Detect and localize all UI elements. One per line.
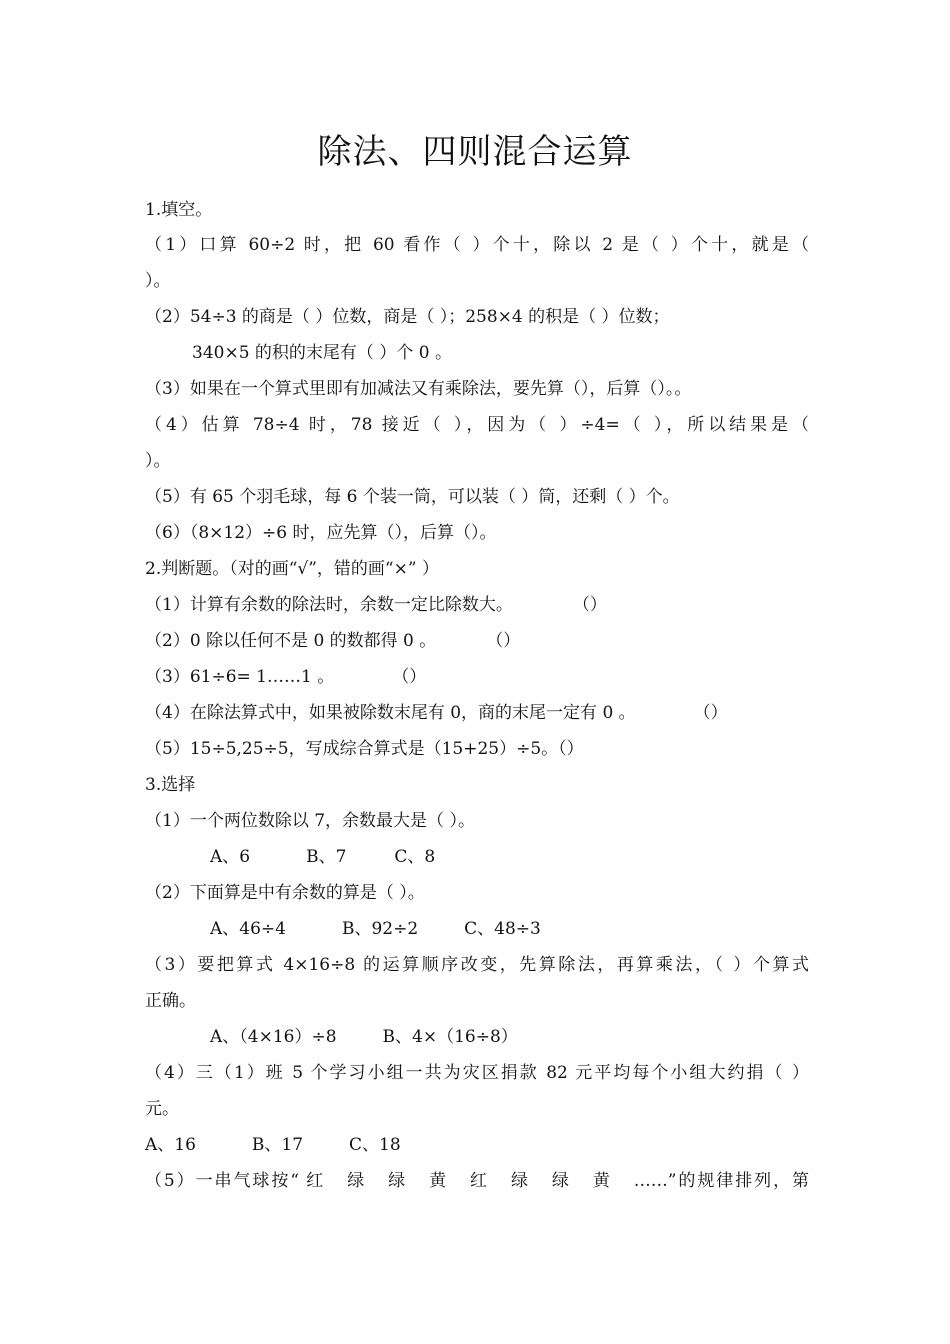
s2-question-2	[145, 628, 520, 654]
option-c: C、8	[394, 847, 436, 867]
s3-question-2-options	[210, 916, 541, 942]
section-1-heading: 1.填空。	[145, 200, 213, 220]
s1-question-5: （5）有 65 个羽毛球，每 6 个装一筒，可以装（ ）筒，还剩（ ）个。	[145, 487, 680, 507]
s3-question-1-options	[210, 844, 435, 870]
s2-question-3	[145, 664, 426, 690]
section-3-heading: 3.选择	[145, 775, 196, 795]
page-title: 除法、四则混合运算	[317, 132, 633, 172]
s3-question-4-continued: 元。	[145, 1099, 179, 1119]
option-c: C、18	[349, 1135, 401, 1155]
s1-question-1-continued: ）。	[145, 271, 171, 291]
option-b: B、17	[251, 1135, 304, 1155]
option-b: B、92÷2	[341, 919, 419, 939]
option-a: A、16	[145, 1135, 196, 1155]
s2-question-1-text: （1）计算有余数的除法时，余数一定比除数大。	[145, 595, 513, 615]
option-a: A、46÷4	[210, 919, 286, 939]
s1-question-1: （1）口算 60÷2 时，把 60 看作（ ）个十，除以 2 是（ ）个十，就是（	[145, 235, 809, 255]
s3-question-2: （2）下面算是中有余数的算是（ ）。	[145, 883, 425, 903]
s2-question-2-mark: （）	[486, 631, 521, 651]
s3-question-3: （3）要把算式 4×16÷8 的运算顺序改变，先算除法，再算乘法，（ ）个算式	[145, 955, 809, 975]
s3-question-4: （4）三（1）班 5 个学习小组一共为灾区捐款 82 元平均每个小组大约捐（ ）	[145, 1063, 809, 1083]
s1-question-3: （3）如果在一个算式里即有加减法又有乘除法，要先算（），后算（）。。	[145, 379, 692, 399]
s1-question-4: （4）估算 78÷4 时，78 接近（ ），因为（ ）÷4=（ ），所以结果是（	[145, 415, 809, 435]
s1-question-6: （6）（8×12）÷6 时，应先算（），后算（）。	[145, 523, 497, 543]
s2-question-2-text: （2）0 除以任何不是 0 的数都得 0 。	[145, 631, 437, 651]
s1-question-4-continued: ）。	[145, 451, 171, 471]
s1-question-2: （2）54÷3 的商是（ ）位数，商是（ ）；258×4 的积是（ ）位数；	[145, 307, 670, 327]
option-b: B、4×（16÷8）	[382, 1027, 518, 1047]
section-2-heading: 2.判断题。（对的画“√”，错的画“×” ）	[145, 559, 439, 579]
s2-question-3-text: （3）61÷6= 1……1 。	[145, 667, 335, 687]
s2-question-4	[145, 700, 728, 726]
option-a: A、（4×16）÷8	[210, 1027, 337, 1047]
s1-question-2-continued: 340×5 的积的末尾有（ ）个 0 。	[192, 343, 452, 363]
s2-question-4-text: （4）在除法算式中，如果被除数末尾有 0，商的末尾一定有 0 。	[145, 703, 636, 723]
s3-question-1: （1）一个两位数除以 7，余数最大是（ ）。	[145, 811, 475, 831]
s2-question-4-mark: （）	[693, 703, 728, 723]
s3-question-3-options	[210, 1024, 518, 1050]
option-b: B、7	[306, 847, 347, 867]
s2-question-1-mark: （）	[572, 595, 607, 615]
option-a: A、6	[210, 847, 251, 867]
s3-question-4-options	[145, 1132, 401, 1158]
s2-question-5: （5）15÷5,25÷5，写成综合算式是（15+25）÷5。（）	[145, 739, 584, 759]
s2-question-1	[145, 592, 607, 618]
s2-question-3-mark: （）	[392, 667, 427, 687]
s3-question-5: （5）一串气球按“ 红 绿 绿 黄 红 绿 绿 黄 ……”的规律排列，第	[145, 1171, 809, 1191]
option-c: C、48÷3	[464, 919, 541, 939]
s3-question-3-continued: 正确。	[145, 991, 196, 1011]
